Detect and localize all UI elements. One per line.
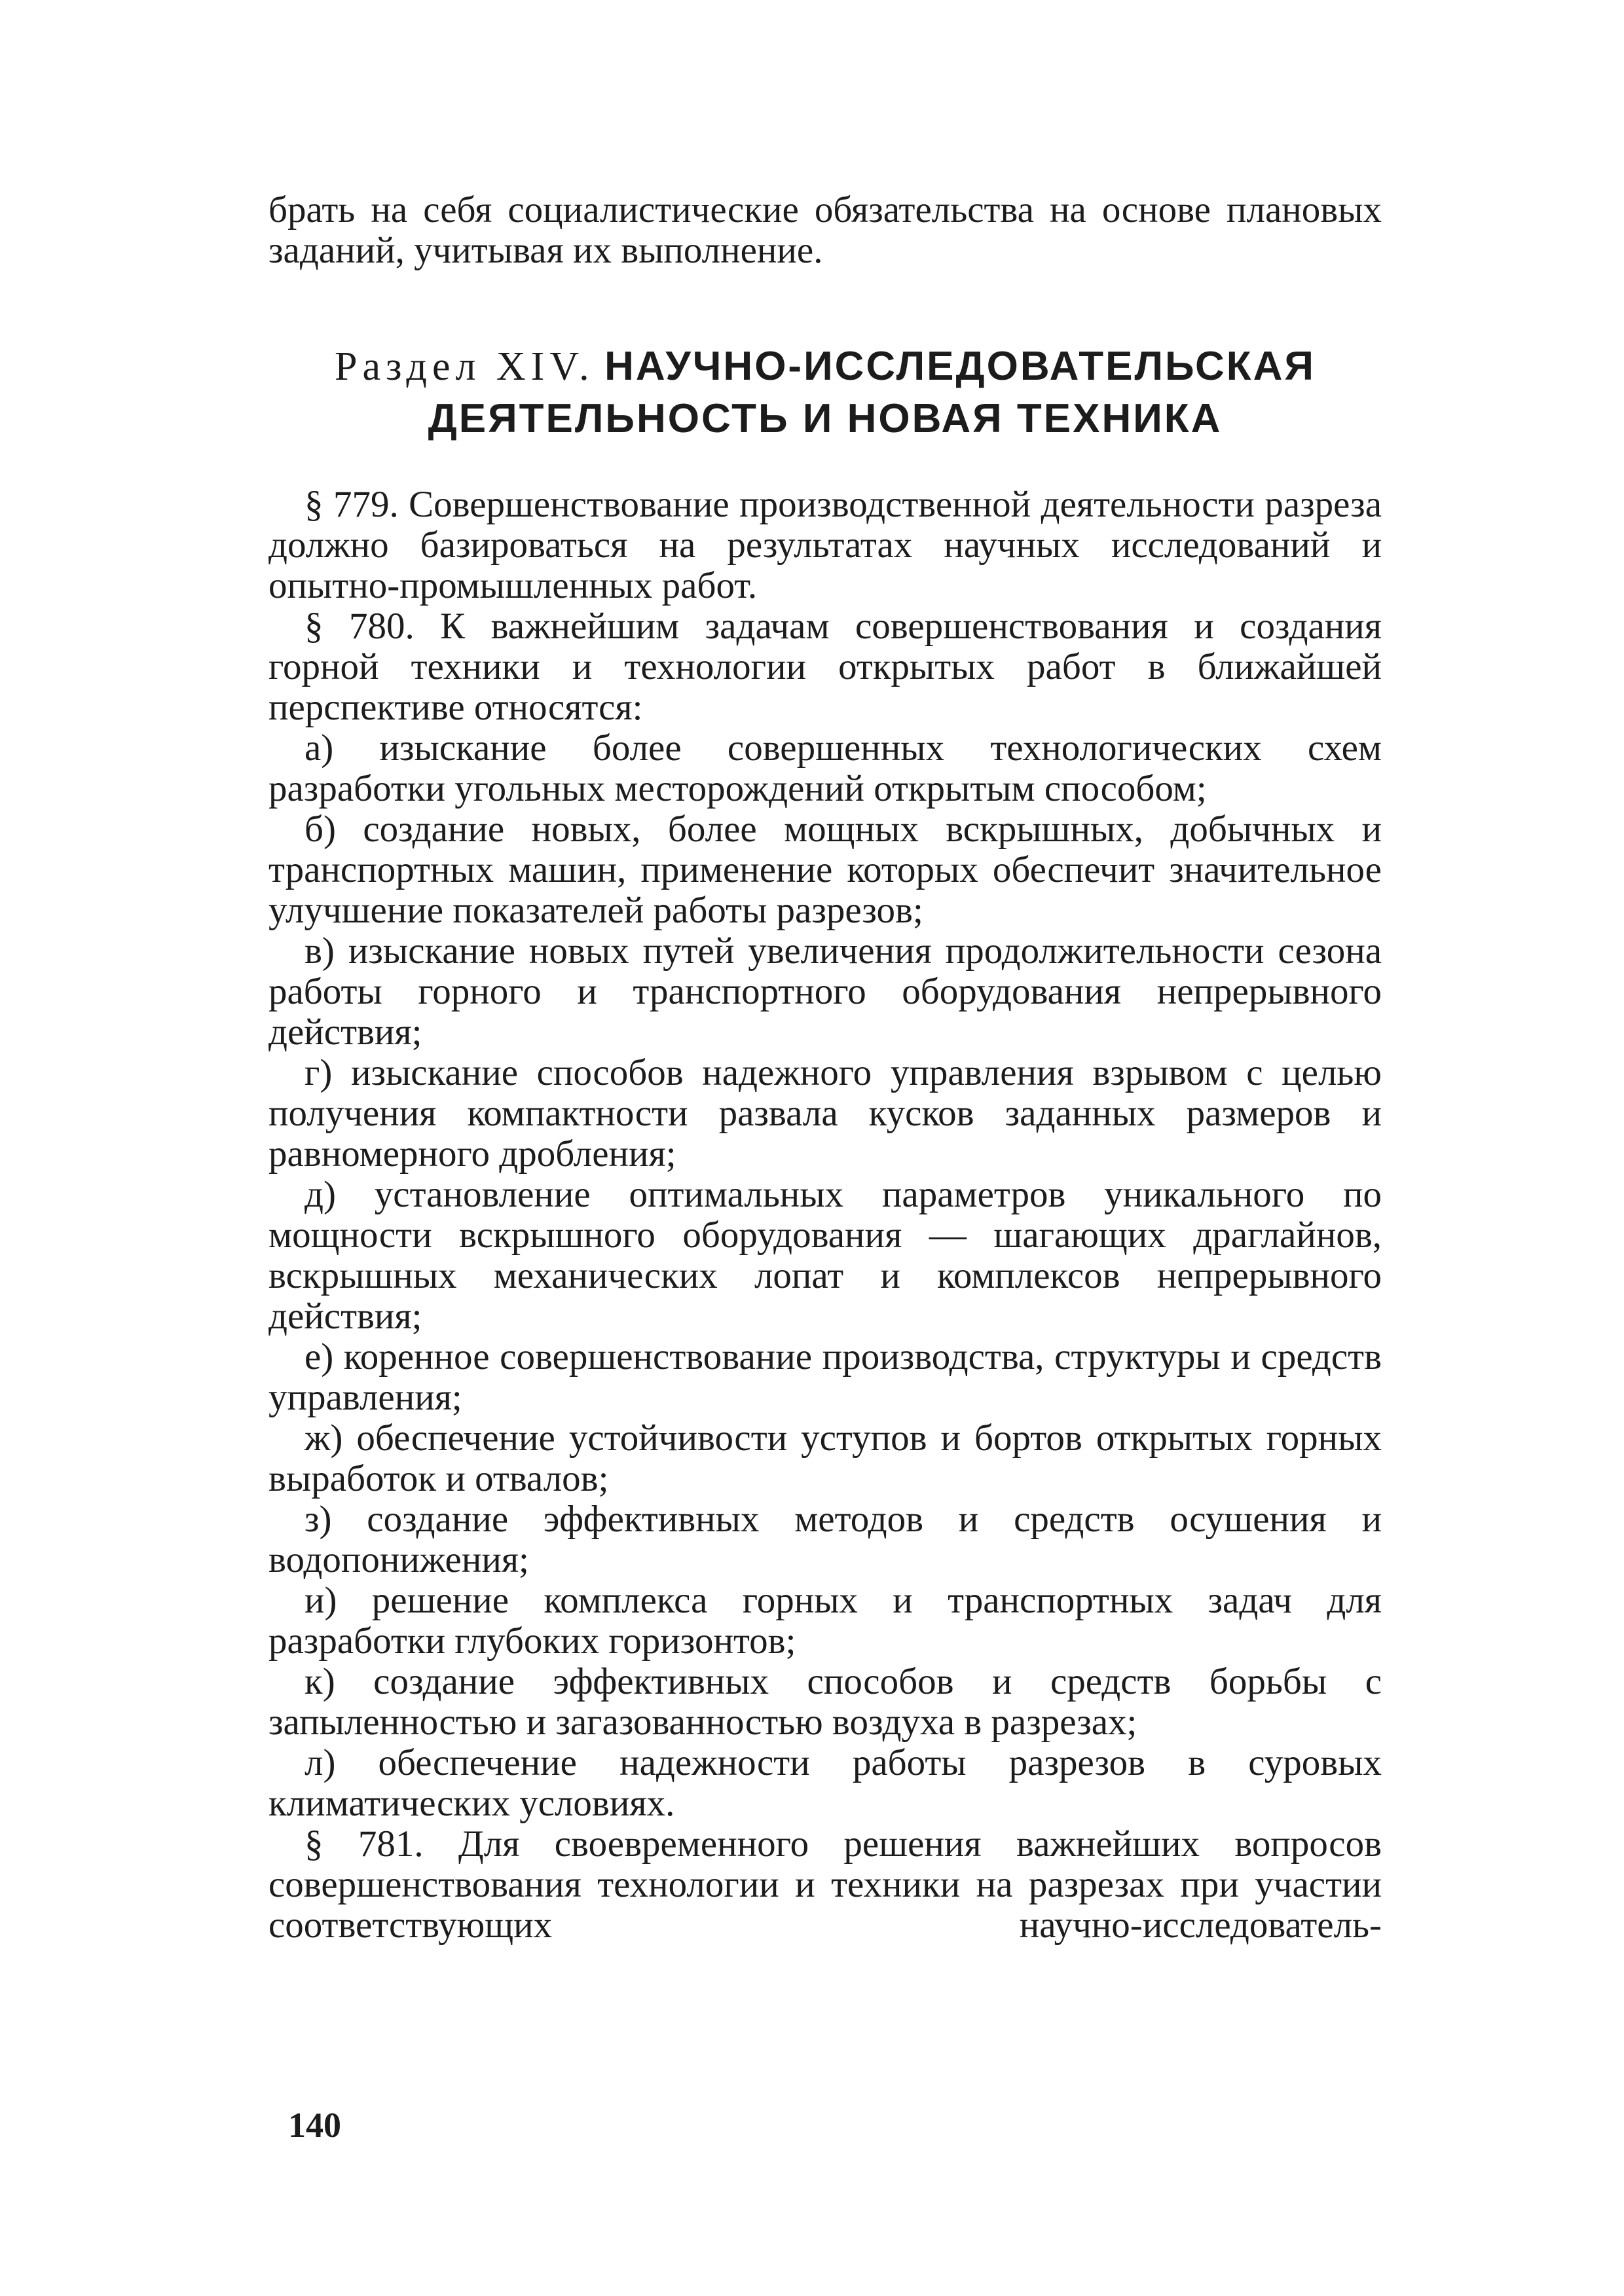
paragraph-781: § 781. Для своевременного решения важнейших вопросов совершенствования технологии и техники на разрезах при участии соответствующих научно-исследователь- [268,1823,1382,1946]
list-item-zh: ж) обеспечение устойчивости уступов и бортов открытых горных выработок и отвалов; [268,1417,1382,1499]
list-item-b: б) создание новых, более мощных вскрышных, добычных и транспортных машин, применение которых обеспечит значительное улучшение показателей работы разрезов; [268,809,1382,931]
intro-block [268,190,1382,271]
list-item-i: и) решение комплекса горных и транспортных задач для разработки глубоких горизонтов; [268,1580,1382,1662]
body-text [268,484,1382,1946]
list-item-z: з) создание эффективных методов и средств осушения и водопонижения; [268,1499,1382,1580]
list-item-l: л) обеспечение надежности работы разрезов в суровых климатических условиях. [268,1742,1382,1824]
section-label: Раздел XIV. [335,344,595,389]
section-title-line2: ДЕЯТЕЛЬНОСТЬ И НОВАЯ ТЕХНИКА [428,396,1223,441]
intro-paragraph: брать на себя социалистические обязательства на основе плановых заданий, учитывая их выполнение. [268,189,1382,271]
list-item-g: г) изыскание способов надежного управления взрывом с целью получения компактности развала кусков заданных размеров и равномерного дробления; [268,1052,1382,1175]
paragraph-779: § 779. Совершенствование производственной деятельности разреза должно базироваться на результатах научных исследований и опытно-промышленных работ. [268,484,1382,606]
list-item-v: в) изыскание новых путей увеличения продолжительности сезона работы горного и транспортного оборудования непрерывного действия; [268,930,1382,1053]
list-item-a: а) изыскание более совершенных технологических схем разработки угольных месторождений открытым способом; [268,727,1382,809]
paragraph-780: § 780. К важнейшим задачам совершенствования и создания горной техники и технологии открытых работ в ближайшей перспективе относятся: [268,606,1382,728]
page-number: 140 [288,2105,341,2145]
section-heading [268,340,1382,445]
section-title-line1: НАУЧНО-ИССЛЕДОВАТЕЛЬСКАЯ [604,344,1316,389]
list-item-k: к) создание эффективных способов и средств борьбы с запыленностью и загазованностью воздуха в разрезах; [268,1661,1382,1743]
list-item-e: е) коренное совершенствование производства, структуры и средств управления; [268,1336,1382,1418]
list-item-d: д) установление оптимальных параметров уникального по мощности вскрышного оборудования — шагающих драглайнов, вскрышных механических лопат и комплексов непрерывного действия; [268,1174,1382,1337]
